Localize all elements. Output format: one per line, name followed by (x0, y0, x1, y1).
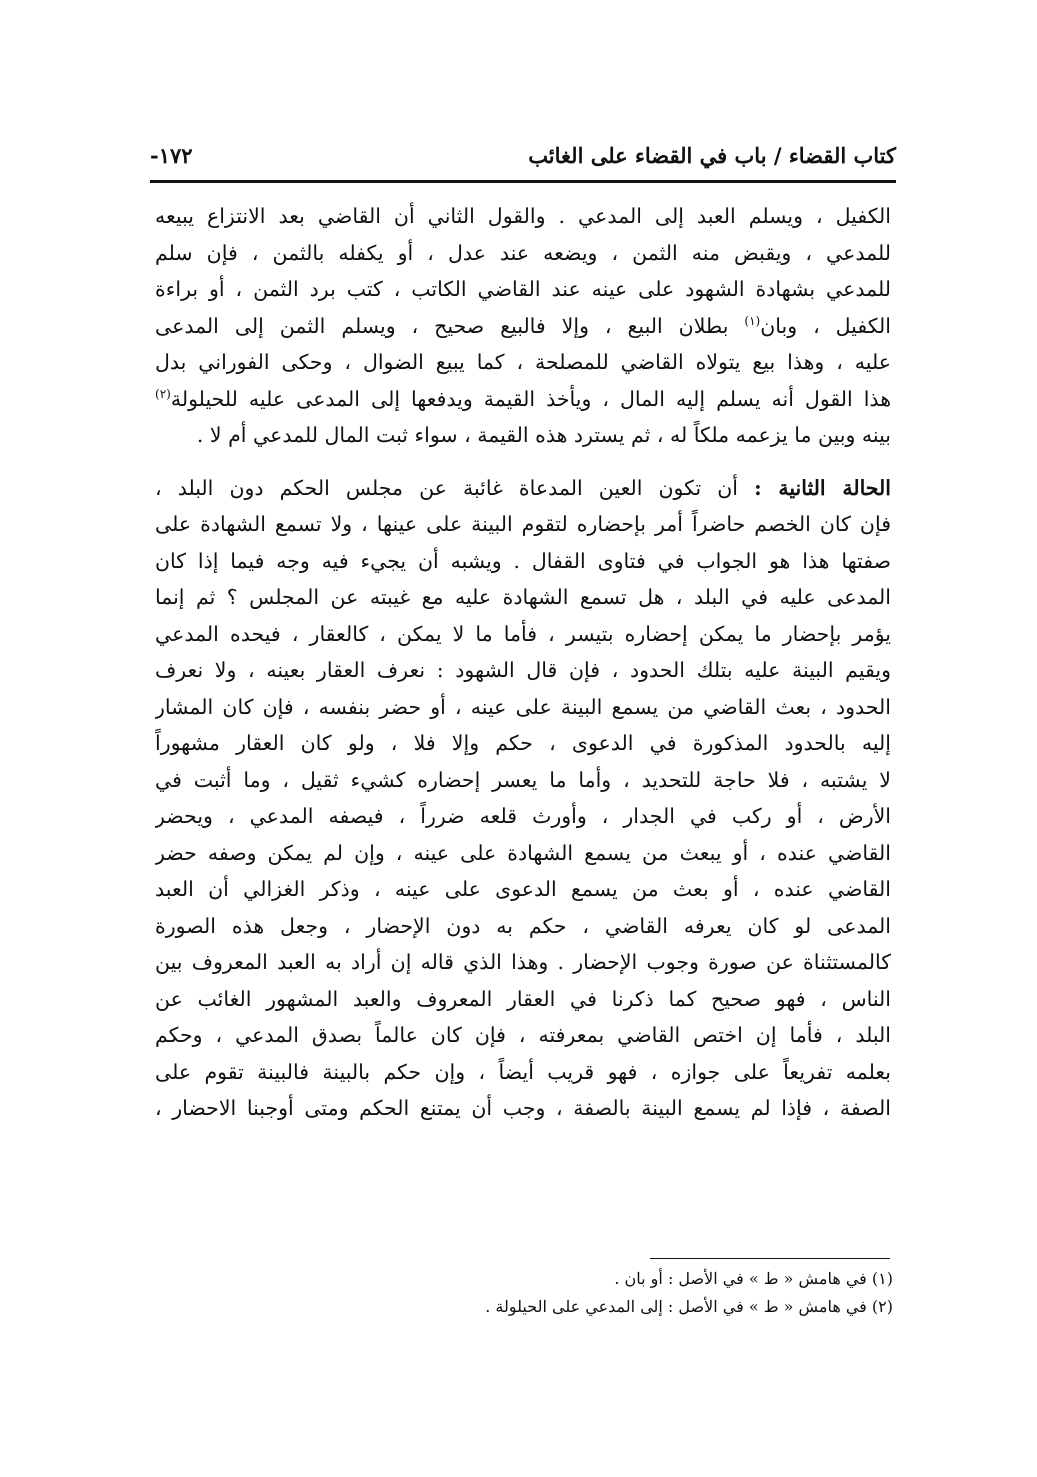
footnote-2: (٢) في هامش « ط » في الأصل : إلى المدعي على الحيلولة . (485, 1297, 893, 1316)
page-number: ١٧٢- (150, 143, 193, 168)
paragraph-gap (155, 454, 891, 470)
header-divider (150, 180, 896, 183)
text-fragment: هذا القول أنه يسلم إليه المال ، ويأخذ القيمة ويدفعها إلى المدعى عليه للحيلولة (170, 386, 891, 411)
text-line: ويقيم البينة عليه بتلك الحدود ، فإن قال الشهود : نعرف العقار بعينه ، ولا نعرف (155, 658, 891, 682)
text-line: إليه بالحدود المذكورة في الدعوى ، حكم وإلا فلا ، ولو كان العقار مشهوراً (155, 731, 891, 755)
text-line: القاضي عنده ، أو بعث من يسمع الدعوى على عينه ، وذكر الغزالي أن العبد (155, 877, 891, 901)
text-line: الحدود ، بعث القاضي من يسمع البينة على عينه ، أو حضر بنفسه ، فإن كان المشار (155, 694, 891, 719)
running-title: كتاب القضاء / باب في القضاء على الغائب (528, 143, 896, 168)
text-line (155, 308, 891, 345)
text-line: بينه وبين ما يزعمه ملكاً له ، ثم يسترد هذه القيمة ، سواء ثبت المال للمدعي أم لا . (196, 423, 891, 447)
main-text (155, 198, 891, 1127)
text-line: الناس ، فهو صحيح كما ذكرنا في العقار المعروف والعبد المشهور الغائب عن (155, 986, 891, 1011)
page-header (150, 143, 896, 179)
section-heading: الحالة الثانية : (754, 475, 891, 500)
text-line: صفتها هذا هو الجواب في فتاوى القفال . ويشبه أن يجيء فيه وجه فيما إذا كان (155, 548, 891, 573)
text-line: عليه ، وهذا بيع يتولاه القاضي للمصلحة ، كما يبيع الضوال ، وحكى الفوراني بدل (155, 350, 891, 374)
text-line: الكفيل ، ويسلم العبد إلى المدعي . والقول الثاني أن القاضي بعد الانتزاع يبيعه (155, 204, 891, 228)
footnote-1: (١) في هامش « ط » في الأصل : أو بان . (614, 1269, 893, 1288)
text-line (155, 470, 891, 507)
text-line: لا يشتبه ، فلا حاجة للتحديد ، وأما ما يعسر إحضاره كشيء ثقيل ، وما أثبت في (155, 767, 891, 792)
text-fragment: بطلان البيع ، وإلا فالبيع صحيح ، ويسلم الثمن إلى المدعى (155, 313, 745, 338)
footnote-divider (650, 1258, 890, 1259)
text-line (155, 381, 891, 418)
footnote-mark-2: (٢) (155, 386, 171, 401)
text-line: المدعى عليه في البلد ، هل تسمع الشهادة عليه مع غيبته عن المجلس ؟ ثم إنما (155, 585, 891, 609)
footnote-mark-1: (١) (744, 313, 761, 328)
text-line: للمدعي ، ويقبض منه الثمن ، ويضعه عند عدل ، أو يكفله بالثمن ، فإن سلم (155, 240, 891, 265)
text-fragment: أن تكون العين المدعاة غائبة عن مجلس الحكم دون البلد ، (155, 475, 755, 500)
text-line: كالمستثناة عن صورة وجوب الإحضار . وهذا الذي قاله إن أراد به العبد المعروف بين (155, 950, 891, 974)
text-line: المدعى لو كان يعرفه القاضي ، حكم به دون الإحضار ، وجعل هذه الصورة (155, 913, 891, 938)
footnotes (150, 1265, 893, 1321)
text-line: للمدعي بشهادة الشهود على عينه عند القاضي الكاتب ، كتب برد الثمن ، أو براءة (155, 277, 891, 301)
text-line: البلد ، فأما إن اختص القاضي بمعرفته ، فإن كان عالماً بصدق المدعي ، وحكم (155, 1023, 891, 1047)
text-line: بعلمه تفريعاً على جوازه ، فهو قريب أيضاً ، وإن حكم بالبينة فالبينة تقوم على (155, 1059, 891, 1084)
text-line: الأرض ، أو ركب في الجدار ، وأورث قلعه ضرراً ، فيصفه المدعي ، ويحضر (155, 804, 891, 828)
text-line: يؤمر بإحضار ما يمكن إحضاره بتيسر ، فأما ما لا يمكن ، كالعقار ، فيحده المدعي (155, 621, 891, 646)
text-line: الصفة ، فإذا لم يسمع البينة بالصفة ، وجب أن يمتنع الحكم ومتى أوجبنا الاحضار ، (155, 1096, 891, 1120)
text-line: فإن كان الخصم حاضراً أمر بإحضاره لتقوم البينة على عينها ، ولا تسمع الشهادة على (155, 512, 891, 536)
text-fragment: الكفيل ، وبان (760, 313, 891, 338)
text-line: القاضي عنده ، أو يبعث من يسمع الشهادة على عينه ، وإن لم يمكن وصفه حضر (155, 840, 891, 865)
